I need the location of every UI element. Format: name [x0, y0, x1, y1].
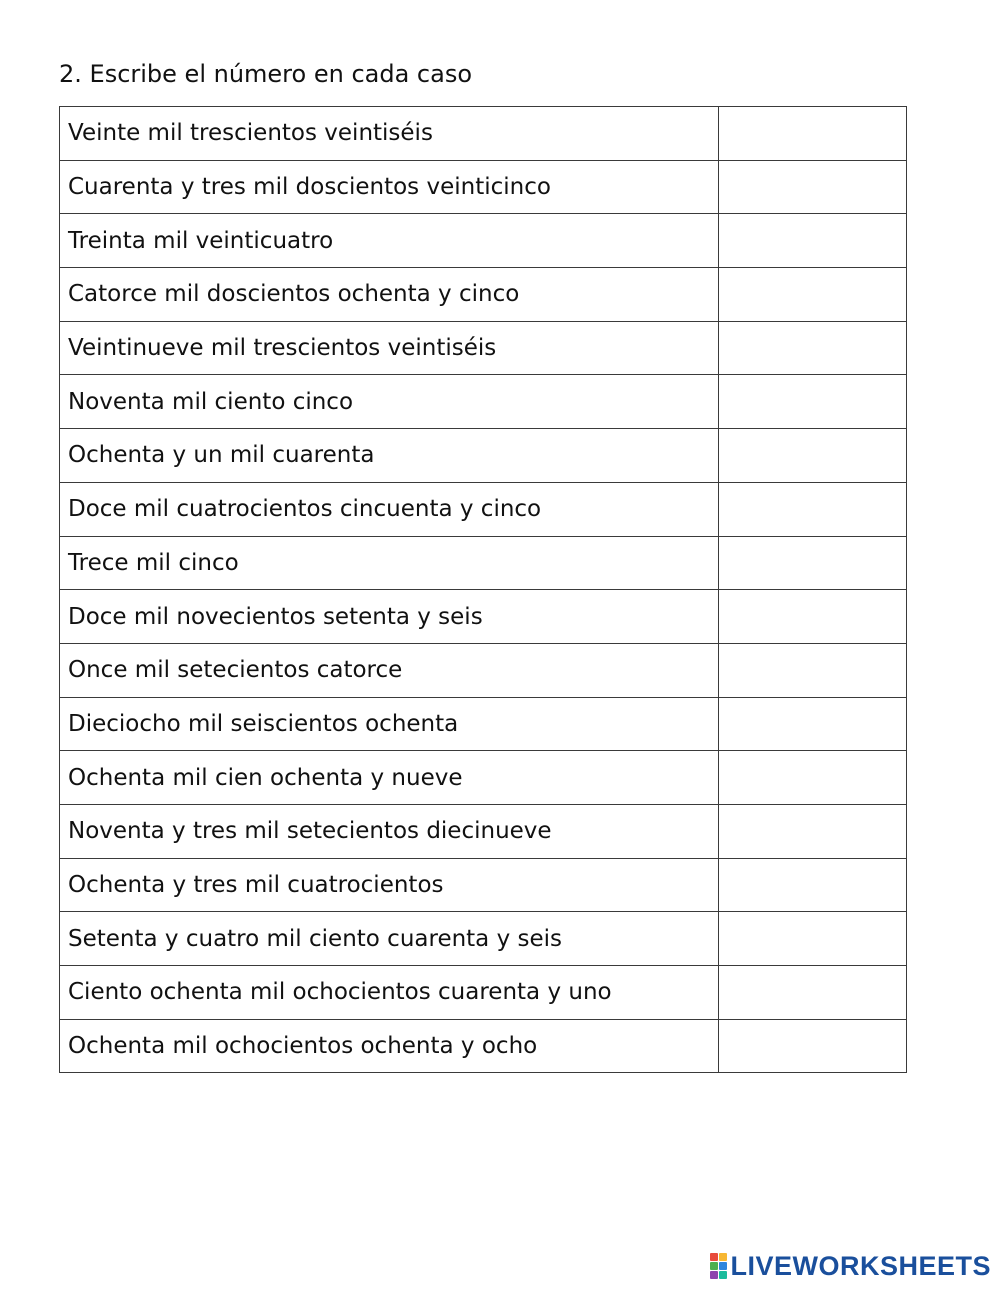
answer-cell[interactable]	[719, 375, 907, 429]
table-row	[60, 214, 907, 268]
table-row	[60, 858, 907, 912]
number-words-cell: Trece mil cinco	[60, 536, 719, 590]
answer-input[interactable]	[719, 859, 906, 912]
logo-square	[719, 1253, 727, 1261]
logo-square	[710, 1271, 718, 1279]
worksheet-rows	[60, 107, 907, 1073]
number-words-cell: Once mil setecientos catorce	[60, 643, 719, 697]
number-words-cell: Noventa mil ciento cinco	[60, 375, 719, 429]
table-row	[60, 912, 907, 966]
answer-input[interactable]	[719, 429, 906, 482]
answer-cell[interactable]	[719, 804, 907, 858]
table-row	[60, 268, 907, 322]
answer-input[interactable]	[719, 590, 906, 643]
answer-input[interactable]	[719, 161, 906, 214]
answer-input[interactable]	[719, 805, 906, 858]
brand-footer	[710, 1251, 991, 1281]
answer-cell[interactable]	[719, 107, 907, 161]
table-row	[60, 590, 907, 644]
number-words-cell: Veinte mil trescientos veintiséis	[60, 107, 719, 161]
answer-input[interactable]	[719, 966, 906, 1019]
answer-cell[interactable]	[719, 160, 907, 214]
answer-cell[interactable]	[719, 536, 907, 590]
answer-cell[interactable]	[719, 590, 907, 644]
table-row	[60, 966, 907, 1020]
number-words-cell: Doce mil cuatrocientos cincuenta y cinco	[60, 482, 719, 536]
answer-input[interactable]	[719, 1020, 906, 1073]
table-row	[60, 751, 907, 805]
number-words-cell: Ciento ochenta mil ochocientos cuarenta y uno	[60, 966, 719, 1020]
answer-cell[interactable]	[719, 482, 907, 536]
answer-cell[interactable]	[719, 429, 907, 483]
answer-input[interactable]	[719, 537, 906, 590]
answer-cell[interactable]	[719, 912, 907, 966]
table-row	[60, 107, 907, 161]
answer-input[interactable]	[719, 107, 906, 160]
logo-square	[719, 1262, 727, 1270]
table-row	[60, 804, 907, 858]
table-row	[60, 375, 907, 429]
table-row	[60, 643, 907, 697]
answer-cell[interactable]	[719, 966, 907, 1020]
number-words-cell: Catorce mil doscientos ochenta y cinco	[60, 268, 719, 322]
table-row	[60, 160, 907, 214]
answer-cell[interactable]	[719, 268, 907, 322]
answer-cell[interactable]	[719, 214, 907, 268]
number-words-cell: Cuarenta y tres mil doscientos veinticinco	[60, 160, 719, 214]
table-row	[60, 536, 907, 590]
answer-input[interactable]	[719, 214, 906, 267]
answer-cell[interactable]	[719, 858, 907, 912]
number-words-cell: Ochenta y un mil cuarenta	[60, 429, 719, 483]
table-row	[60, 1019, 907, 1073]
number-words-cell: Noventa y tres mil setecientos diecinueve	[60, 804, 719, 858]
answer-input[interactable]	[719, 322, 906, 375]
logo-square	[710, 1253, 718, 1261]
page-title: 2. Escribe el número en cada caso	[59, 60, 473, 88]
table-row	[60, 429, 907, 483]
worksheet-table	[59, 106, 907, 1073]
answer-input[interactable]	[719, 751, 906, 804]
table-row	[60, 482, 907, 536]
answer-cell[interactable]	[719, 751, 907, 805]
answer-cell[interactable]	[719, 697, 907, 751]
number-words-cell: Ochenta mil ochocientos ochenta y ocho	[60, 1019, 719, 1073]
number-words-cell: Setenta y cuatro mil ciento cuarenta y seis	[60, 912, 719, 966]
number-words-cell: Ochenta mil cien ochenta y nueve	[60, 751, 719, 805]
answer-input[interactable]	[719, 912, 906, 965]
number-words-cell: Doce mil novecientos setenta y seis	[60, 590, 719, 644]
answer-input[interactable]	[719, 268, 906, 321]
answer-cell[interactable]	[719, 321, 907, 375]
answer-cell[interactable]	[719, 1019, 907, 1073]
answer-input[interactable]	[719, 698, 906, 751]
liveworksheets-logo-icon	[710, 1253, 727, 1279]
answer-input[interactable]	[719, 644, 906, 697]
table-row	[60, 697, 907, 751]
number-words-cell: Ochenta y tres mil cuatrocientos	[60, 858, 719, 912]
logo-square	[710, 1262, 718, 1270]
answer-cell[interactable]	[719, 643, 907, 697]
number-words-cell: Dieciocho mil seiscientos ochenta	[60, 697, 719, 751]
brand-name: LIVEWORKSHEETS	[730, 1251, 991, 1281]
number-words-cell: Veintinueve mil trescientos veintiséis	[60, 321, 719, 375]
answer-input[interactable]	[719, 483, 906, 536]
table-row	[60, 321, 907, 375]
answer-input[interactable]	[719, 375, 906, 428]
number-words-cell: Treinta mil veinticuatro	[60, 214, 719, 268]
logo-square	[719, 1271, 727, 1279]
